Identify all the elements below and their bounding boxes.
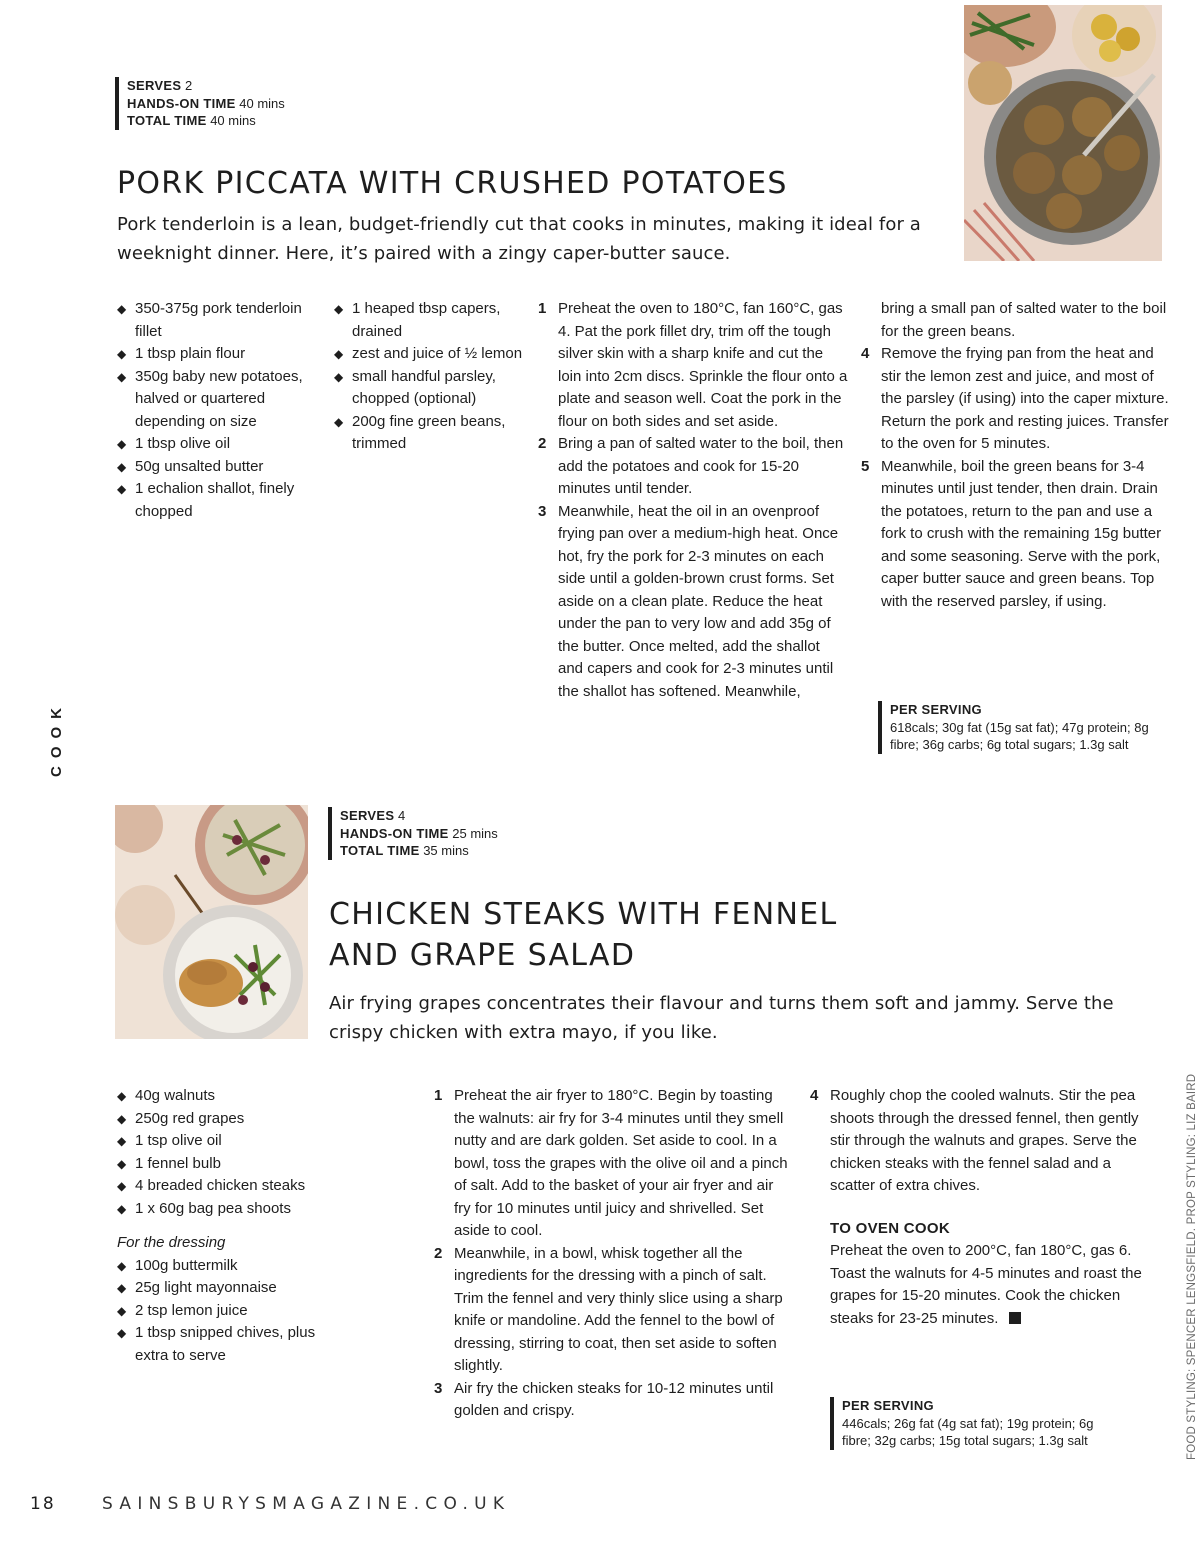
oven-cook-text: Preheat the oven to 200°C, fan 180°C, gas 6. Toast the walnuts for 4-5 minutes and roast the grapes for 15-20 minutes. Cook the chicken steaks for 23-25 minutes.: [830, 1242, 1142, 1327]
recipe1-method-col1: [538, 298, 848, 703]
ingredient-item: ◆ 1 tbsp snipped chives, plus extra to serve: [117, 1322, 317, 1367]
recipe1-ingredients-col1: [117, 298, 317, 523]
method-step: 3 Meanwhile, heat the oil in an ovenproof frying pan over a medium-high heat. Once hot, fry the pork for 2-3 minutes on each side until a golden-brown crust forms. Set aside on a clean plate. Reduce the heat under the pan to very low and add 35g of the butter. Once melted, add the shallot and capers and cook for 2-3 minutes until the shallot has softened. Meanwhile,: [538, 502, 839, 700]
ingredient-item: ◆ 1 tsp olive oil: [117, 1130, 377, 1153]
ingredient-item: ◆ small handful parsley, chopped (optional): [334, 366, 539, 411]
recipe2-method-col1: [434, 1085, 794, 1423]
dressing-heading: For the dressing: [117, 1234, 226, 1251]
recipe1-intro: Pork tenderloin is a lean, budget-friendly cut that cooks in minutes, making it ideal for a weeknight dinner. Here, it’s paired with a zingy caper-butter sauce.: [117, 214, 921, 264]
recipe1-per-serving: PER SERVING 618cals; 30g fat (15g sat fat); 47g protein; 8g fibre; 36g carbs; 6g total sugars; 1.3g salt: [878, 701, 1150, 754]
ingredient-item: ◆ 1 tbsp plain flour: [117, 343, 317, 366]
recipe1-title: PORK PICCATA WITH CRUSHED POTATOES: [117, 166, 788, 201]
ingredient-item: ◆ 4 breaded chicken steaks: [117, 1175, 377, 1198]
method-step: 4 Roughly chop the cooled walnuts. Stir the pea shoots through the dressed fennel, then gently stir through the walnuts and grapes. Serve the chicken steaks with the fennel salad and a scatter of extra chives.: [810, 1087, 1139, 1194]
ingredient-item: ◆ zest and juice of ½ lemon: [334, 343, 539, 366]
recipe2-title: CHICKEN STEAKS WITH FENNEL AND GRAPE SALAD: [329, 897, 838, 973]
recipe2-meta: SERVES 4 HANDS-ON TIME 25 mins TOTAL TIME 35 mins: [328, 807, 498, 860]
ingredient-item: ◆ 1 echalion shallot, finely chopped: [117, 478, 317, 523]
ingredient-item: ◆ 100g buttermilk: [117, 1255, 317, 1278]
ingredient-item: ◆ 1 fennel bulb: [117, 1153, 377, 1176]
photo-credits: FOOD STYLING: SPENCER LENGSFIELD. PROP STYLING: LIZ BAIRD: [1186, 1073, 1198, 1460]
section-label: COOK: [48, 700, 65, 777]
recipe1-meta: SERVES 2 HANDS-ON TIME 40 mins TOTAL TIME 40 mins: [115, 77, 285, 130]
ingredient-item: ◆ 200g fine green beans, trimmed: [334, 411, 539, 456]
page-number: 18: [30, 1494, 56, 1514]
recipe2-ingredients: [117, 1085, 377, 1367]
ingredient-item: ◆ 1 heaped tbsp capers, drained: [334, 298, 539, 343]
ingredient-item: ◆ 350g baby new potatoes, halved or quartered depending on size: [117, 366, 317, 434]
ingredient-item: ◆ 350-375g pork tenderloin fillet: [117, 298, 317, 343]
method-step: 1 Preheat the oven to 180°C, fan 160°C, gas 4. Pat the pork fillet dry, trim off the tough silver skin with a sharp knife and cut the loin into 2cm discs. Sprinkle the flour onto a plate and season well. Coat the pork in the flour on both sides and set aside.: [538, 300, 848, 430]
method-step: 2 Bring a pan of salted water to the boil, then add the potatoes and cook for 15-20 minutes until tender.: [538, 435, 844, 497]
method-step: 4 Remove the frying pan from the heat and stir the lemon zest and juice, and most of the parsley (if using) into the caper mixture. Return the pork and resting juices. Transfer to the oven for 5 minutes.: [861, 345, 1169, 452]
recipe2-per-serving: PER SERVING 446cals; 26g fat (4g sat fat); 19g protein; 6g fibre; 32g carbs; 15g total sugars; 1.3g salt: [830, 1397, 1102, 1450]
ingredient-item: ◆ 250g red grapes: [117, 1108, 377, 1131]
ingredient-item: ◆ 50g unsalted butter: [117, 456, 317, 479]
footer-site: SAINSBURYSMAGAZINE.CO.UK: [102, 1494, 511, 1514]
oven-cook-heading: TO OVEN COOK: [830, 1219, 951, 1237]
method-step: 1 Preheat the air fryer to 180°C. Begin by toasting the walnuts: air fry for 3-4 minutes until they smell nutty and are dark golden. Set aside to cool. In a bowl, toss the grapes with the olive oil and a pinch of salt. Add to the basket of your air fryer and air fry for 10 minutes until juicy and shrivelled. Set aside to cool.: [434, 1087, 788, 1239]
method-step: 2 Meanwhile, in a bowl, whisk together all the ingredients for the dressing with a pinch of salt. Trim the fennel and very thinly slice using a sharp knife or mandoline. Add the fennel to the bowl of dressing, stirring to coat, then set aside to soften slightly.: [434, 1244, 783, 1374]
recipe1-method-col2: [861, 298, 1176, 613]
end-mark-icon: [1009, 1312, 1021, 1324]
method-step: 3 Air fry the chicken steaks for 10-12 minutes until golden and crispy.: [434, 1379, 774, 1419]
recipe2-intro: Air frying grapes concentrates their flavour and turns them soft and jammy. Serve the crispy chicken with extra mayo, if you like.: [329, 993, 1114, 1043]
ingredient-item: ◆ 1 tbsp olive oil: [117, 433, 317, 456]
ingredient-item: ◆ 25g light mayonnaise: [117, 1277, 317, 1300]
chicken-steaks-photo: [115, 805, 308, 1039]
ingredient-item: ◆ 1 x 60g bag pea shoots: [117, 1198, 377, 1221]
method-step-continued: bring a small pan of salted water to the boil for the green beans.: [881, 300, 1167, 340]
method-step: 5 Meanwhile, boil the green beans for 3-4 minutes until just tender, then drain. Drain the potatoes, return to the pan and use a fork to crush with the remaining 15g butter and some seasoning. Serve with the pork, caper butter sauce and green beans. Top with the reserved parsley, if using.: [861, 457, 1162, 610]
ingredient-item: ◆ 40g walnuts: [117, 1085, 377, 1108]
pork-piccata-photo: [964, 5, 1162, 261]
ingredient-item: ◆ 2 tsp lemon juice: [117, 1300, 317, 1323]
recipe1-ingredients-col2: [334, 298, 539, 456]
oven-cook-section: [810, 1218, 1155, 1331]
recipe2-method-col2: [810, 1085, 1155, 1330]
